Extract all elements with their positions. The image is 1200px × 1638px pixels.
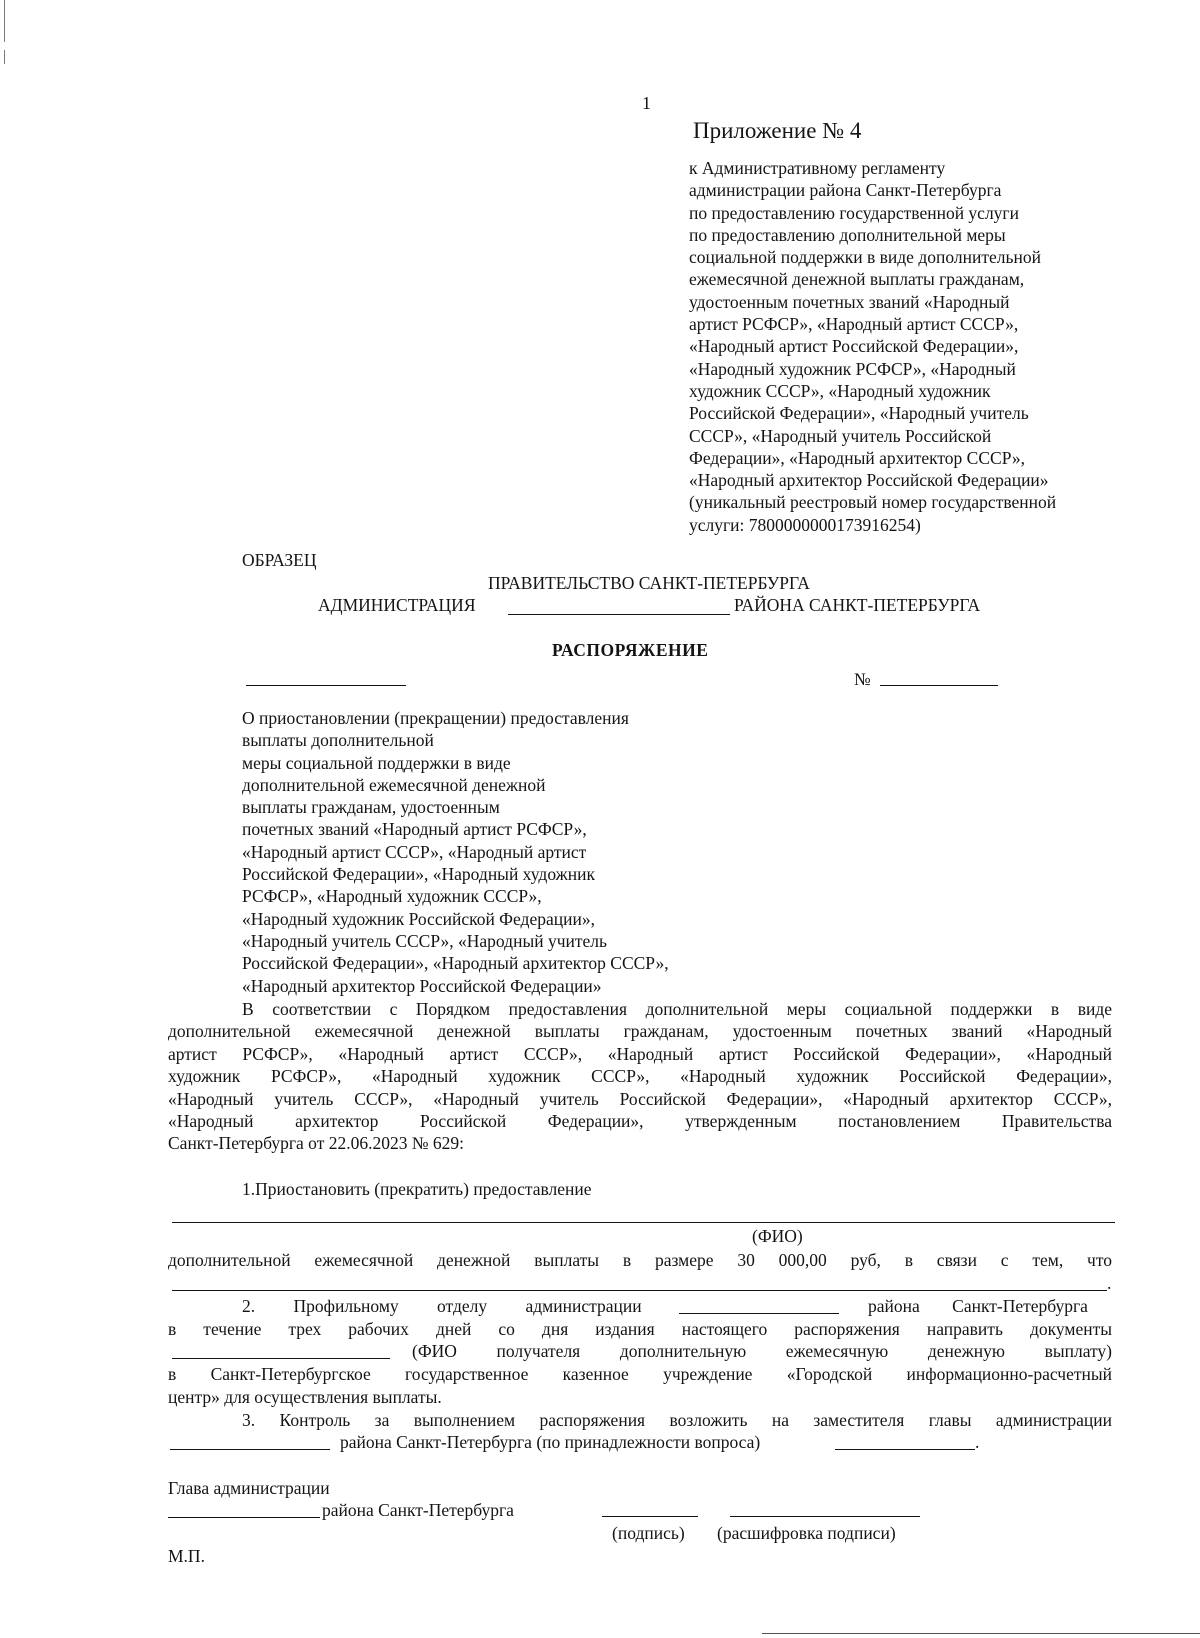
order-subject [242, 707, 669, 997]
scan-edge-mark [4, 0, 5, 42]
item-1-continuation: дополнительной ежемесячной денежной выплаты в размере 30 000,00 руб, в связи с тем, что [168, 1250, 1112, 1270]
appendix-line: по предоставлению государственной услуги [689, 202, 1019, 223]
document-type: РАСПОРЯЖЕНИЕ [552, 640, 709, 660]
appendix-title: Приложение № 4 [693, 118, 862, 143]
subject-line: выплаты гражданам, удостоенным [242, 797, 500, 818]
subject-line: «Народный учитель СССР», «Народный учитель [242, 930, 607, 951]
subject-line: дополнительной ежемесячной денежной [242, 774, 546, 795]
appendix-line: СССР», «Народный учитель Российской [689, 425, 992, 446]
reason-blank [172, 1290, 1107, 1291]
appendix-line: ежемесячной денежной выплаты гражданам, [689, 269, 1025, 290]
signature-caption: (подпись) [612, 1523, 685, 1543]
appendix-line: к Административному регламенту [689, 158, 946, 178]
date-blank [246, 685, 406, 686]
appendix-line: Российской Федерации», «Народный учитель [689, 403, 1029, 424]
scan-bottom-line [762, 1633, 1200, 1634]
number-blank [880, 685, 998, 686]
appendix-line: администрации района Санкт-Петербурга [689, 180, 1002, 201]
documents-blank [172, 1358, 390, 1359]
subject-line: Российской Федерации», «Народный художник [242, 864, 595, 885]
subject-line: меры социальной поддержки в виде [242, 752, 511, 773]
appendix-line: услуги: 7800000000173916254) [689, 514, 921, 535]
appendix-line: художник СССР», «Народный художник [689, 380, 991, 401]
subject-line: «Народный художник Российской Федерации», [242, 908, 595, 929]
fio-caption: (ФИО) [752, 1226, 803, 1246]
subject-line: Российской Федерации», «Народный архитектор СССР», [242, 953, 669, 974]
subject-line: почетных званий «Народный артист РСФСР», [242, 819, 587, 840]
department-blank [679, 1313, 839, 1314]
signature-blank [602, 1516, 698, 1517]
subject-line: выплаты дополнительной [242, 730, 434, 751]
subject-line: «Народный архитектор Российской Федерации» [242, 975, 602, 996]
appendix-line: удостоенным почетных званий «Народный [689, 291, 1010, 312]
item-3-line: района Санкт-Петербурга (по принадлежности вопроса) [340, 1432, 761, 1452]
preamble-line: «Народный архитектор Российской Федерации», утвержденным постановлением Правительства [168, 1111, 1112, 1131]
preamble-line: художник РСФСР», «Народный художник СССР», «Народный художник Российской Федерации», [168, 1066, 1112, 1087]
appendix-line: артист РСФСР», «Народный артист СССР», [689, 314, 1019, 335]
preamble-line: «Народный учитель СССР», «Народный учитель Российской Федерации», «Народный архитектор СССР», [168, 1088, 1112, 1109]
subject-line: О приостановлении (прекращении) предоставления [242, 708, 629, 728]
appendix-line: по предоставлению дополнительной меры [689, 224, 1006, 245]
district-blank [508, 614, 730, 615]
head-district-blank [168, 1517, 320, 1518]
sample-label: ОБРАЗЕЦ [242, 550, 317, 570]
stamp-place: М.П. [168, 1546, 205, 1566]
appendix-text [689, 157, 1056, 536]
government-header: ПРАВИТЕЛЬСТВО САНКТ-ПЕТЕРБУРГА [488, 573, 810, 593]
item-1-end: . [1107, 1273, 1112, 1293]
appendix-line: «Народный артист Российской Федерации», [689, 336, 1019, 357]
administration-district-label: РАЙОНА САНКТ-ПЕТЕРБУРГА [734, 595, 981, 615]
recipient-fio-blank [172, 1222, 1115, 1223]
page-mark: 1 [642, 93, 651, 113]
deputy-district-blank [170, 1449, 330, 1450]
appendix-line: Федерации», «Народный архитектор СССР», [689, 447, 1025, 468]
head-of-administration: Глава администрации [168, 1478, 330, 1498]
appendix-line: «Народный архитектор Российской Федерации» [689, 470, 1049, 491]
number-sign: № [854, 669, 871, 689]
preamble-line: Санкт-Петербурга от 22.06.2023 № 629: [168, 1133, 465, 1154]
signature-decode-caption: (расшифровка подписи) [717, 1523, 896, 1543]
appendix-line: «Народный художник РСФСР», «Народный [689, 358, 1016, 379]
item-2-line: (ФИО получателя дополнительную ежемесячную денежную выплату) [412, 1341, 1112, 1361]
item-1-text: 1.Приостановить (прекратить) предоставление [242, 1179, 592, 1199]
item-3-end: . [975, 1432, 980, 1452]
item-2-line: в течение трех рабочих дней со дня издания настоящего распоряжения направить документы [168, 1319, 1112, 1339]
administration-label: АДМИНИСТРАЦИЯ [318, 595, 476, 615]
preamble-line: дополнительной ежемесячной денежной выплаты гражданам, удостоенным почетных званий «Народный [168, 1021, 1112, 1042]
preamble-line: артист РСФСР», «Народный артист СССР», «Народный артист Российской Федерации», «Народный [168, 1043, 1112, 1064]
item-2-line: центр» для осуществления выплаты. [168, 1387, 442, 1407]
preamble-line: В соответствии с Порядком предоставления дополнительной меры социальной поддержки в виде [242, 999, 1112, 1019]
appendix-line: (уникальный реестровый номер государственной [689, 492, 1057, 513]
item-2-line: в Санкт-Петербургское государственное казенное учреждение «Городской информационно-расчетный [168, 1364, 1112, 1384]
signature-decode-blank [730, 1516, 920, 1517]
scan-edge-mark [4, 50, 5, 64]
subject-line: РСФСР», «Народный художник СССР», [242, 886, 542, 907]
appendix-line: социальной поддержки в виде дополнительной [689, 247, 1041, 268]
head-district-label: района Санкт-Петербурга [322, 1500, 514, 1520]
item-2-district: района Санкт-Петербурга [868, 1296, 1088, 1316]
subject-line: «Народный артист СССР», «Народный артист [242, 841, 587, 862]
item-3-text: 3. Контроль за выполнением распоряжения возложить на заместителя главы администрации [242, 1410, 1112, 1430]
deputy-name-blank [835, 1449, 975, 1450]
item-2-text: 2. Профильному отделу администрации [242, 1296, 642, 1316]
